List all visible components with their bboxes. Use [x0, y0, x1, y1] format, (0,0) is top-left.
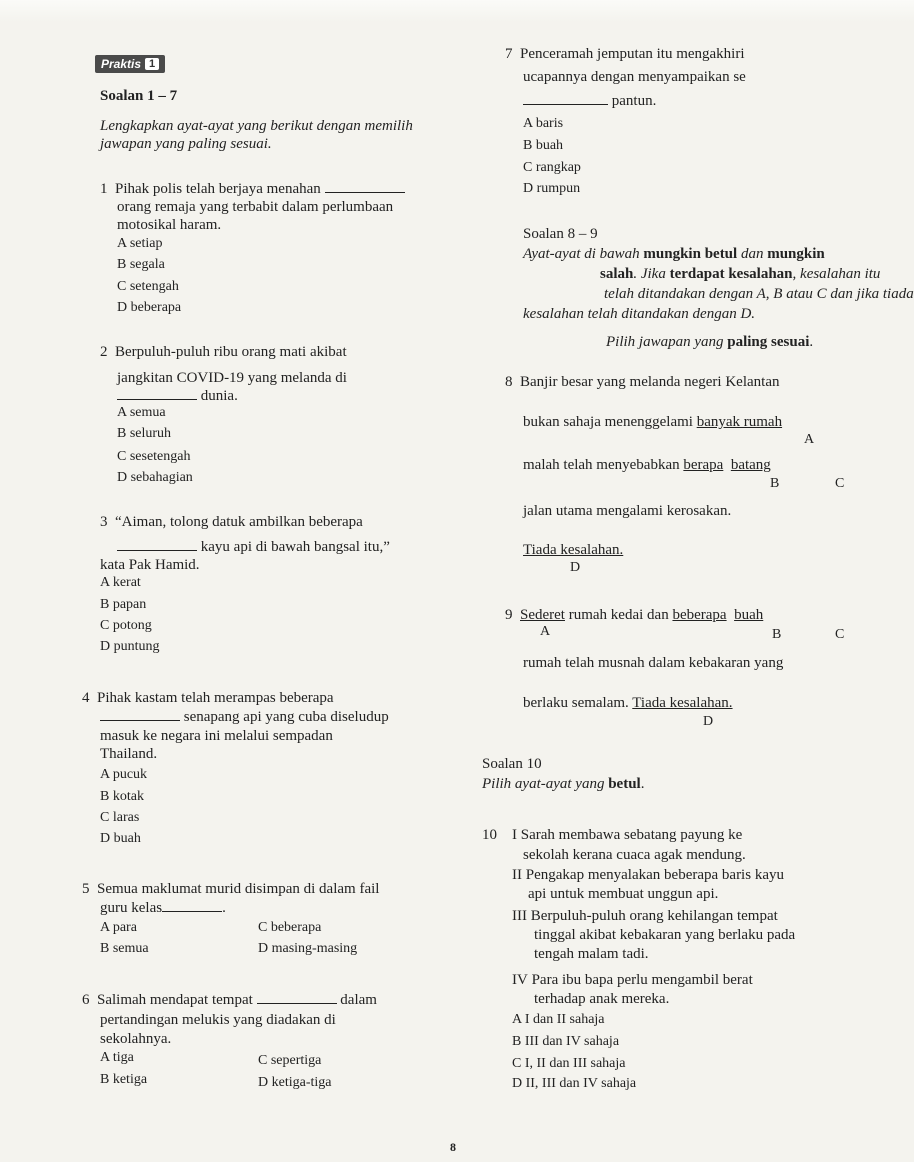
question-4-line-2 — [100, 708, 389, 726]
text: Sarah membawa sebatang payung ke — [520, 827, 743, 843]
question-text: Pihak polis telah berjaya menahan — [115, 181, 321, 197]
option-3d[interactable]: D puntung — [100, 639, 160, 654]
marker-a: A — [804, 432, 815, 447]
question-number: 5 — [82, 881, 90, 897]
roman-numeral: III — [512, 908, 527, 924]
marker-b: B — [770, 476, 780, 491]
instr-part: salah — [600, 266, 634, 282]
roman-numeral: I — [512, 827, 517, 843]
question-4 — [82, 689, 334, 707]
question-8-line-4: jalan utama mengalami kerosakan. — [523, 503, 732, 519]
statement-iv — [512, 971, 753, 989]
question-2 — [100, 343, 347, 361]
option-4c[interactable]: C laras — [100, 810, 140, 825]
instruction-8-9-line-2 — [600, 265, 880, 283]
answer-blank — [523, 104, 608, 105]
option-2a[interactable]: A semua — [117, 405, 166, 420]
question-1-line-3: motosikal haram. — [117, 217, 222, 233]
soalan-1-7-title: Soalan 1 – 7 — [100, 88, 178, 104]
option-2d[interactable]: D sebahagian — [117, 470, 193, 485]
statement-iv-line-2: terhadap anak mereka. — [534, 991, 670, 1007]
question-4-line-3: masuk ke negara ini melalui sempadan — [100, 728, 333, 744]
option-10a[interactable]: A I dan II sahaja — [512, 1012, 605, 1027]
question-5-line-2: guru kelas . — [100, 900, 226, 916]
statement-iii — [512, 907, 778, 925]
question-number: 2 — [100, 344, 108, 360]
instr-part: mungkin betul — [643, 246, 738, 262]
question-9 — [505, 606, 763, 624]
option-7c[interactable]: C rangkap — [523, 160, 581, 175]
question-10-number: 10 — [482, 827, 497, 843]
option-1b[interactable]: B segala — [117, 257, 165, 272]
option-1c[interactable]: C setengah — [117, 279, 179, 294]
question-text: Penceramah jemputan itu mengakhiri — [520, 46, 745, 62]
underlined-segment-a: Sederet — [520, 607, 565, 623]
text: Pilih ayat-ayat yang — [482, 776, 609, 792]
option-5c[interactable]: C beberapa — [258, 920, 322, 935]
question-7-line-2: ucapannya dengan menyampaikan se — [523, 69, 746, 85]
option-7a[interactable]: A baris — [523, 116, 564, 131]
question-3-line-2-text: kayu api di bawah bangsal itu,” — [200, 539, 390, 555]
marker-c: C — [835, 627, 845, 642]
instruction-line-1: Lengkapkan ayat-ayat yang berikut dengan memilih — [100, 118, 413, 134]
badge-number: 1 — [145, 58, 159, 70]
option-6b[interactable]: B ketiga — [100, 1072, 148, 1087]
option-6c[interactable]: C sepertiga — [258, 1053, 322, 1068]
option-3b[interactable]: B papan — [100, 597, 147, 612]
answer-blank — [325, 192, 405, 193]
question-8-line-2 — [523, 413, 782, 431]
instr-part: . — [809, 334, 814, 350]
marker-c: C — [835, 476, 845, 491]
option-7b[interactable]: B buah — [523, 138, 564, 153]
option-6d[interactable]: D ketiga-tiga — [258, 1075, 332, 1090]
instruction-8-9-line-1 — [523, 245, 825, 263]
question-text: Semua maklumat murid disimpan di dalam fail — [97, 881, 380, 897]
text: malah telah menyebabkan — [523, 457, 684, 473]
text: . — [640, 776, 645, 792]
answer-blank — [257, 1003, 337, 1004]
question-text: Banjir besar yang melanda negeri Kelantan — [520, 374, 780, 390]
question-number: 7 — [505, 46, 513, 62]
option-5d[interactable]: D masing-masing — [258, 941, 358, 956]
option-6a[interactable]: A tiga — [100, 1050, 134, 1065]
statement-i-line-2: sekolah kerana cuaca agak mendung. — [523, 847, 746, 863]
text: Pengakap menyalakan beberapa baris kayu — [525, 867, 784, 883]
question-5-line-2-text: guru kelas — [100, 900, 163, 916]
roman-numeral: IV — [512, 972, 528, 988]
option-3c[interactable]: C potong — [100, 618, 152, 633]
question-7-line-3-text: pantun. — [611, 93, 657, 109]
instruction-8-9-line-3: telah ditandakan dengan A, B atau C dan jika tiada — [604, 286, 914, 302]
instruction-8-9-line-5 — [606, 333, 813, 351]
answer-blank — [117, 550, 197, 551]
question-3-line-2 — [117, 538, 390, 556]
underlined-segment-b: beberapa — [672, 607, 727, 623]
marker-b: B — [772, 627, 782, 642]
marker-d: D — [703, 714, 714, 729]
question-text: Pihak kastam telah merampas beberapa — [97, 690, 334, 706]
statement-i — [512, 826, 742, 844]
question-3-line-3: kata Pak Hamid. — [100, 557, 200, 573]
instr-part: Pilih jawapan yang — [606, 334, 728, 350]
badge-text: Praktis — [101, 57, 142, 71]
marker-a: A — [540, 624, 551, 639]
question-7 — [505, 45, 745, 63]
question-text: Berpuluh-puluh ribu orang mati akibat — [115, 344, 347, 360]
option-7d[interactable]: D rumpun — [523, 181, 581, 196]
instruction-line-2: jawapan yang paling sesuai. — [100, 136, 272, 152]
question-6-line-2: pertandingan melukis yang diadakan di — [100, 1012, 336, 1028]
soalan-10-title: Soalan 10 — [482, 756, 542, 772]
question-number: 8 — [505, 374, 513, 390]
question-2-line-3-text: dunia. — [200, 388, 238, 404]
question-text: “Aiman, tolong datuk ambilkan beberapa — [115, 514, 363, 530]
instr-part: Ayat-ayat di bawah — [523, 246, 644, 262]
underlined-segment-c: batang — [730, 457, 771, 473]
option-3a[interactable]: A kerat — [100, 575, 141, 590]
praktis-badge — [95, 55, 165, 73]
question-1-line-2: orang remaja yang terbabit dalam perlumbaan — [117, 199, 394, 215]
top-band — [0, 0, 914, 22]
instruction-8-9-line-4: kesalahan telah ditandakan dengan D. — [523, 306, 756, 322]
question-4-line-2-text: senapang api yang cuba diseludup — [183, 709, 389, 725]
question-7-line-3 — [523, 92, 656, 110]
option-10b[interactable]: B III dan IV sahaja — [512, 1034, 620, 1049]
text: berlaku semalam. — [523, 695, 633, 711]
option-5b[interactable]: B semua — [100, 941, 149, 956]
instr-part: mungkin — [767, 246, 825, 262]
question-2-line-3 — [117, 387, 238, 405]
roman-numeral: II — [512, 867, 522, 883]
tiada-kesalahan-8: Tiada kesalahan. — [523, 542, 624, 558]
answer-blank — [117, 399, 197, 400]
instr-part: dan — [737, 246, 768, 262]
tiada-kesalahan-9: Tiada kesalahan. — [632, 695, 733, 711]
question-text: Salimah mendapat tempat — [97, 992, 253, 1008]
question-9-line-3 — [523, 694, 733, 712]
instr-part: paling sesuai — [727, 334, 810, 350]
page-number: 8 — [450, 1140, 456, 1154]
question-8 — [505, 373, 779, 391]
option-10d[interactable]: D II, III dan IV sahaja — [512, 1076, 637, 1091]
text: betul — [608, 776, 641, 792]
question-6-dalam: dalam — [340, 992, 377, 1008]
text: Para ibu bapa perlu mengambil berat — [531, 972, 753, 988]
option-5a[interactable]: A para — [100, 920, 137, 935]
question-1 — [100, 180, 405, 198]
statement-iii-line-3: tengah malam tadi. — [534, 946, 649, 962]
instr-part: terdapat kesalahan — [669, 266, 793, 282]
text: bukan sahaja menenggelami — [523, 414, 697, 430]
option-10c[interactable]: C I, II dan III sahaja — [512, 1056, 626, 1071]
question-3 — [100, 513, 363, 531]
option-2b[interactable]: B seluruh — [117, 426, 172, 441]
option-4d[interactable]: D buah — [100, 831, 141, 846]
answer-blank — [162, 911, 222, 912]
question-8-line-3 — [523, 456, 771, 474]
underlined-segment-a: banyak rumah — [696, 414, 783, 430]
option-1a[interactable]: A setiap — [117, 236, 163, 251]
answer-blank — [100, 720, 180, 721]
option-4b[interactable]: B kotak — [100, 789, 144, 804]
option-2c[interactable]: C sesetengah — [117, 449, 191, 464]
question-number: 4 — [82, 690, 90, 706]
question-number: 6 — [82, 992, 90, 1008]
instr-part: . Jika — [633, 266, 670, 282]
text: Berpuluh-puluh orang kehilangan tempat — [530, 908, 778, 924]
instr-part: , kesalahan itu — [792, 266, 881, 282]
question-4-line-4: Thailand. — [100, 746, 158, 762]
marker-d: D — [570, 560, 581, 575]
soalan-8-9-title: Soalan 8 – 9 — [523, 226, 598, 242]
question-number: 9 — [505, 607, 513, 623]
option-1d[interactable]: D beberapa — [117, 300, 182, 315]
header-ghost-title — [300, 0, 311, 19]
option-4a[interactable]: A pucuk — [100, 767, 148, 782]
statement-ii — [512, 866, 784, 884]
question-2-line-2: jangkitan COVID-19 yang melanda di — [117, 370, 347, 386]
question-6-line-3: sekolahnya. — [100, 1031, 172, 1047]
underlined-segment-c: buah — [734, 607, 764, 623]
statement-iii-line-2: tinggal akibat kebakaran yang berlaku pada — [534, 927, 796, 943]
question-6 — [82, 991, 377, 1009]
question-number: 1 — [100, 181, 108, 197]
statement-ii-line-2: api untuk membuat unggun api. — [528, 886, 719, 902]
text: rumah kedai dan — [564, 607, 673, 623]
soalan-10-instruction — [482, 775, 644, 793]
question-number: 3 — [100, 514, 108, 530]
underlined-segment-b: berapa — [683, 457, 724, 473]
question-9-line-2: rumah telah musnah dalam kebakaran yang — [523, 655, 784, 671]
question-5 — [82, 880, 379, 898]
